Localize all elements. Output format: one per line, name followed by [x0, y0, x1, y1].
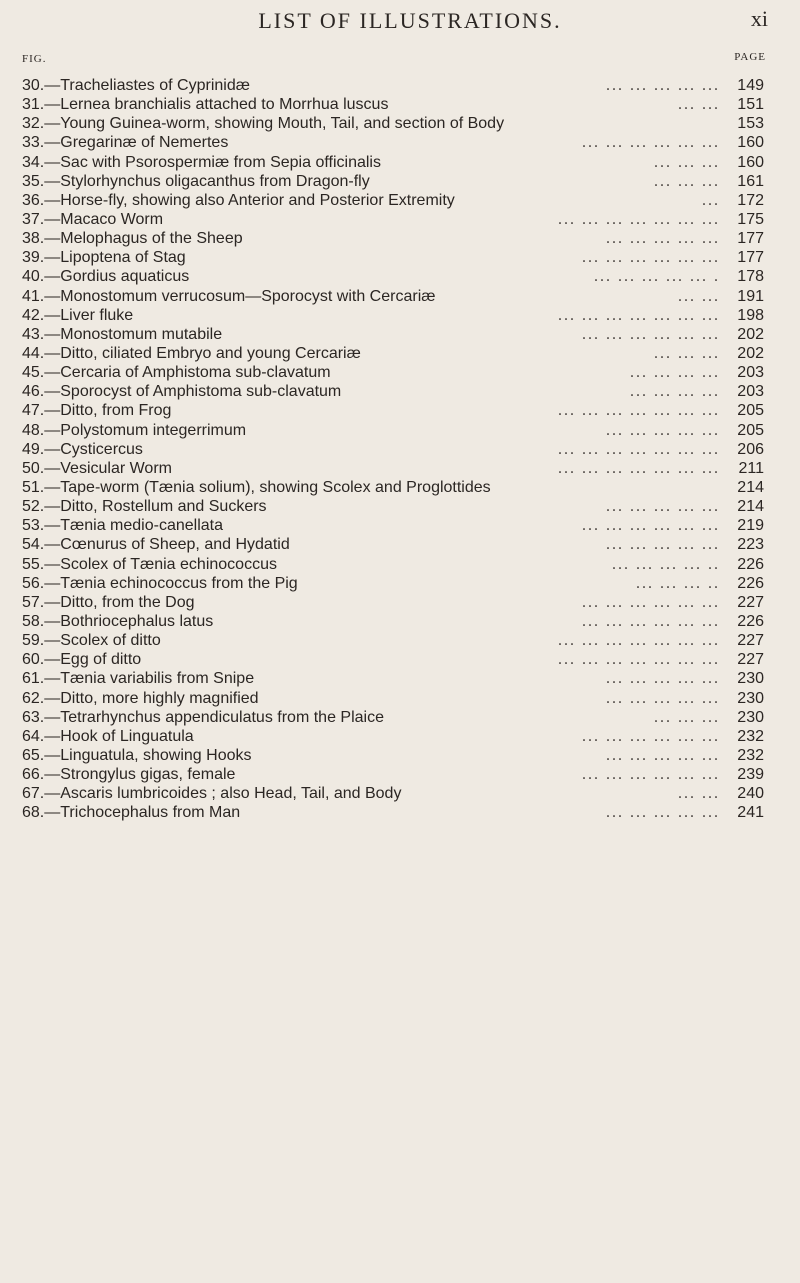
dot-leader: ... ... ... ... ... ...	[582, 593, 720, 611]
figure-title: —Lipoptena of Stag	[44, 249, 186, 267]
dot-leader: ... ... ... ... ... ...	[582, 727, 720, 745]
dot-leader: ... ... ...	[654, 172, 720, 190]
page-number: 230	[737, 689, 764, 707]
list-item	[22, 555, 764, 574]
list-item	[22, 248, 764, 267]
list-item	[22, 191, 764, 210]
figure-number: 55.	[22, 555, 45, 573]
figure-title: —Horse-fly, showing also Anterior and Posterior Extremity	[44, 191, 455, 209]
dot-leader: ... ... ... ... ... ... ...	[558, 632, 720, 650]
figure-number: 32.	[22, 115, 45, 133]
figure-number: 59.	[22, 632, 45, 650]
figure-title: —Tape-worm (Tænia solium), showing Scolex and Proglottides	[44, 478, 491, 496]
figure-number: 37.	[22, 210, 45, 228]
dot-leader: ... ... ... ...	[630, 364, 720, 382]
list-item	[22, 535, 764, 554]
figure-number: 58.	[22, 612, 45, 630]
page-number: 161	[737, 172, 764, 190]
figure-number: 62.	[22, 689, 45, 707]
dot-leader: ... ... ...	[654, 153, 720, 171]
figure-number: 63.	[22, 708, 45, 726]
dot-leader: ... ... ... ... ... ... ...	[558, 402, 720, 420]
figure-title: —Monostomum mutabile	[44, 325, 223, 343]
figure-number: 39.	[22, 249, 45, 267]
page-number: 214	[737, 478, 764, 496]
figure-title: —Ditto, ciliated Embryo and young Cercariæ	[44, 344, 361, 362]
figure-title: —Bothriocephalus latus	[44, 612, 214, 630]
fig-column-label: FIG.	[22, 53, 47, 65]
figure-title: —Lernea branchialis attached to Morrhua luscus	[44, 96, 389, 114]
figure-number: 40.	[22, 268, 45, 286]
page-number: 151	[737, 96, 764, 114]
figure-number: 30.	[22, 77, 45, 94]
figure-title: —Sac with Psorospermiæ from Sepia officinalis	[44, 153, 381, 171]
page-number: 153	[737, 115, 764, 133]
dot-leader: ... ... ... ... ...	[606, 230, 720, 248]
dot-leader: ... ... ... ... ...	[606, 746, 720, 764]
page-number: 198	[737, 306, 764, 324]
list-item	[22, 459, 764, 478]
list-item	[22, 440, 764, 459]
figure-number: 53.	[22, 517, 45, 535]
list-item	[22, 689, 764, 708]
figure-number: 35.	[22, 172, 45, 190]
list-item	[22, 382, 764, 401]
figure-number: 38.	[22, 230, 45, 248]
list-item	[22, 803, 764, 822]
page-number: 177	[737, 230, 764, 248]
list-item	[22, 516, 764, 535]
dot-leader: ... ... ... ... ...	[606, 804, 720, 822]
page-number: 226	[737, 555, 764, 573]
list-item	[22, 287, 764, 306]
figure-title: —Hook of Linguatula	[44, 727, 194, 745]
page-number: 227	[737, 632, 764, 650]
list-item	[22, 421, 764, 440]
page-number: 149	[737, 77, 764, 94]
figure-title: —Vesicular Worm	[44, 459, 172, 477]
figure-number: 45.	[22, 364, 45, 382]
figure-title: —Tænia variabilis from Snipe	[44, 670, 255, 688]
figure-title: —Cœnurus of Sheep, and Hydatid	[44, 536, 290, 554]
dot-leader: ... ... ... ... ... ...	[582, 766, 720, 784]
dot-leader: ... ... ... ... ...	[606, 77, 720, 94]
dot-leader: ... ... ... ... ... ...	[582, 134, 720, 152]
figure-number: 65.	[22, 746, 45, 764]
figure-title: —Cysticercus	[44, 440, 143, 458]
figure-number: 49.	[22, 440, 45, 458]
figure-number: 52.	[22, 498, 45, 516]
dot-leader: ... ... ... ... ...	[606, 421, 720, 439]
dot-leader: ... ... ... ... ... ... ...	[558, 306, 720, 324]
figure-number: 68.	[22, 804, 45, 822]
figure-title: —Tænia medio-canellata	[44, 517, 223, 535]
list-item	[22, 172, 764, 191]
page-number: 232	[737, 746, 764, 764]
figure-number: 64.	[22, 727, 45, 745]
figure-title: —Polystomum integerrimum	[44, 421, 247, 439]
list-item	[22, 325, 764, 344]
dot-leader: ... ... ... ... ... ... ...	[558, 651, 720, 669]
dot-leader: ... ... ... ... ... ...	[582, 325, 720, 343]
page-number: 223	[737, 536, 764, 554]
dot-leader: ... ...	[678, 785, 720, 803]
figure-number: 31.	[22, 96, 45, 114]
figure-number: 42.	[22, 306, 45, 324]
figure-number: 34.	[22, 153, 45, 171]
page-number: 178	[737, 268, 764, 286]
page-number: 232	[737, 727, 764, 745]
page-number: 206	[737, 440, 764, 458]
figure-title: —Macaco Worm	[44, 210, 164, 228]
page-number: 241	[737, 804, 764, 822]
list-item	[22, 574, 764, 593]
list-item	[22, 76, 764, 95]
dot-leader: ... ... ... ... ... ... ...	[558, 210, 720, 228]
page-number: 230	[737, 708, 764, 726]
page-number: 227	[737, 651, 764, 669]
figure-number: 50.	[22, 459, 45, 477]
dot-leader: ... ... ... ... ... ... ...	[558, 459, 720, 477]
dot-leader: ... ... ... ... ... ...	[582, 249, 720, 267]
page-number: 203	[737, 364, 764, 382]
page-number: 211	[738, 459, 764, 477]
page-number: 226	[737, 612, 764, 630]
list-item	[22, 153, 764, 172]
figure-number: 46.	[22, 383, 45, 401]
page-number: 214	[737, 498, 764, 516]
list-item	[22, 114, 764, 133]
dot-leader: ... ... ... ...	[630, 383, 720, 401]
dot-leader: ... ... ...	[654, 344, 720, 362]
figure-title: —Stylorhynchus oligacanthus from Dragon-fly	[44, 172, 370, 190]
dot-leader: ... ... ... ..	[636, 574, 720, 592]
page-number: 239	[737, 766, 764, 784]
page-number: 172	[737, 191, 764, 209]
dot-leader: ... ... ... ... ... ...	[582, 612, 720, 630]
list-item	[22, 229, 764, 248]
figure-number: 41.	[22, 287, 45, 305]
page-number: 202	[737, 325, 764, 343]
page-number: 160	[737, 153, 764, 171]
figure-title: —Cercaria of Amphistoma sub-clavatum	[44, 364, 331, 382]
dot-leader: ... ... ... ... ...	[606, 670, 720, 688]
page-number: 177	[737, 249, 764, 267]
list-item	[22, 267, 764, 286]
page-number: 219	[737, 517, 764, 535]
page-number: 191	[737, 287, 764, 305]
figure-title: —Trichocephalus from Man	[44, 804, 241, 822]
figure-number: 54.	[22, 536, 45, 554]
figure-title: —Ditto, Rostellum and Suckers	[44, 498, 267, 516]
dot-leader: ... ... ... ... ...	[606, 536, 720, 554]
list-item	[22, 765, 764, 784]
figure-title: —Ditto, from the Dog	[44, 593, 195, 611]
page-number: 240	[737, 785, 764, 803]
figure-number: 56.	[22, 574, 45, 592]
figure-number: 44.	[22, 344, 45, 362]
list-item	[22, 650, 764, 669]
list-item	[22, 746, 764, 765]
dot-leader: ... ... ...	[654, 708, 720, 726]
figure-title: —Strongylus gigas, female	[44, 766, 236, 784]
page-number: 230	[737, 670, 764, 688]
figure-number: 67.	[22, 785, 45, 803]
list-item	[22, 401, 764, 420]
figure-number: 57.	[22, 593, 45, 611]
page-number: 202	[737, 344, 764, 362]
list-item	[22, 612, 764, 631]
figure-title: —Monostomum verrucosum—Sporocyst with Cercariæ	[44, 287, 436, 305]
figure-number: 36.	[22, 191, 45, 209]
figure-number: 61.	[22, 670, 45, 688]
list-item	[22, 363, 764, 382]
dot-leader: ...	[702, 191, 720, 209]
list-item	[22, 669, 764, 688]
figure-title: —Gordius aquaticus	[44, 268, 190, 286]
dot-leader: ... ... ... ... ...	[606, 689, 720, 707]
list-item	[22, 727, 764, 746]
list-item	[22, 133, 764, 152]
figure-title: —Linguatula, showing Hooks	[44, 746, 252, 764]
list-item	[22, 478, 764, 497]
figure-title: —Ditto, more highly magnified	[44, 689, 259, 707]
figure-title: —Gregarinæ of Nemertes	[44, 134, 229, 152]
figure-title: —Egg of ditto	[44, 651, 142, 669]
page-number: 226	[737, 574, 764, 592]
list-item	[22, 708, 764, 727]
list-item	[22, 497, 764, 516]
figure-number: 60.	[22, 651, 45, 669]
figure-number: 47.	[22, 402, 45, 420]
figure-title: —Melophagus of the Sheep	[44, 230, 243, 248]
list-item	[22, 210, 764, 229]
dot-leader: ... ... ... ... ... .	[594, 268, 720, 286]
figure-title: —Tænia echinococcus from the Pig	[44, 574, 298, 592]
page-number: 160	[737, 134, 764, 152]
list-item	[22, 344, 764, 363]
figure-number: 48.	[22, 421, 45, 439]
figure-title: —Tracheliastes of Cyprinidæ	[44, 77, 250, 94]
figure-title: —Tetrarhynchus appendiculatus from the Plaice	[44, 708, 384, 726]
illustrations-list	[22, 76, 764, 822]
list-item	[22, 784, 764, 803]
figure-title: —Ditto, from Frog	[44, 402, 172, 420]
page-number: 175	[737, 210, 764, 228]
figure-title: —Young Guinea-worm, showing Mouth, Tail, and section of Body	[44, 115, 505, 133]
figure-title: —Liver fluke	[44, 306, 134, 324]
figure-title: —Scolex of ditto	[44, 632, 161, 650]
dot-leader: ... ... ... ... ... ...	[582, 517, 720, 535]
page-numeral: xi	[750, 6, 768, 31]
list-item	[22, 306, 764, 325]
list-item	[22, 95, 764, 114]
list-item	[22, 631, 764, 650]
figure-number: 43.	[22, 325, 45, 343]
dot-leader: ... ...	[678, 287, 720, 305]
figure-title: —Sporocyst of Amphistoma sub-clavatum	[44, 383, 342, 401]
page-number: 203	[737, 383, 764, 401]
running-title: LIST OF ILLUSTRATIONS.	[258, 8, 562, 33]
dot-leader: ... ... ... ... ...	[606, 498, 720, 516]
list-item	[22, 593, 764, 612]
figure-number: 66.	[22, 766, 45, 784]
figure-number: 33.	[22, 134, 45, 152]
dot-leader: ... ...	[678, 96, 720, 114]
page-number: 205	[737, 421, 764, 439]
dot-leader: ... ... ... ... ..	[612, 555, 720, 573]
figure-title: —Scolex of Tænia echinococcus	[44, 555, 277, 573]
dot-leader: ... ... ... ... ... ... ...	[558, 440, 720, 458]
figure-number: 51.	[22, 478, 45, 496]
page-number: 205	[737, 402, 764, 420]
page-column-label: PAGE	[734, 51, 766, 63]
page-number: 227	[737, 593, 764, 611]
figure-title: —Ascaris lumbricoides ; also Head, Tail, and Body	[44, 785, 402, 803]
